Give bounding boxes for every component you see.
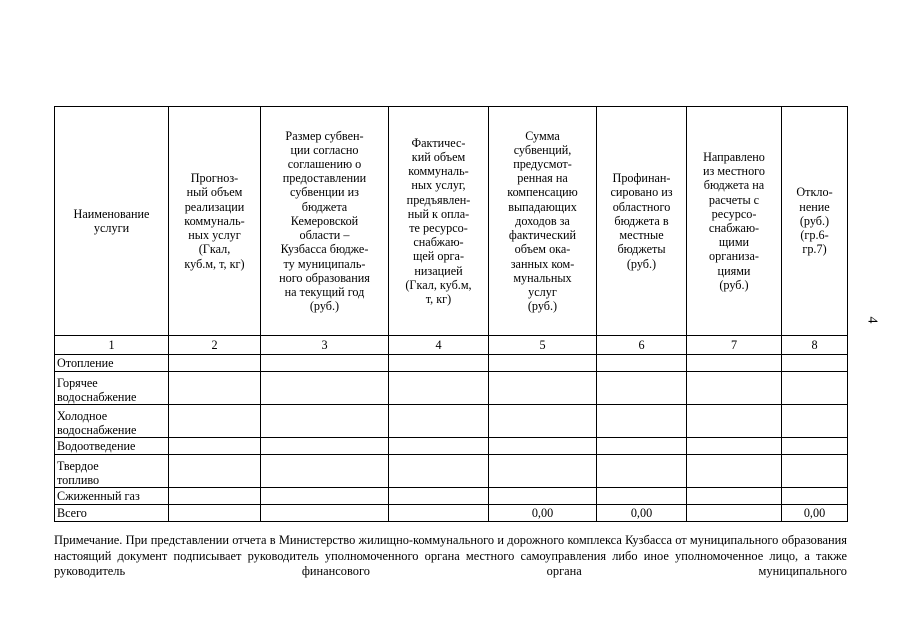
column-number-1: 1 [55, 336, 169, 355]
value-cell-c6 [597, 355, 687, 372]
table-row [55, 355, 848, 372]
column-header-1 [55, 107, 169, 336]
table-row [55, 438, 848, 455]
value-cell-c3 [261, 438, 389, 455]
service-name: Водоотведение [57, 438, 136, 453]
value-cell-c7 [687, 455, 782, 488]
column-header-text: Профинан- сировано из областного бюджета в местные бюджеты (руб.) [610, 171, 673, 271]
service-name: Твердое топливо [57, 458, 100, 487]
table-row [55, 405, 848, 438]
report-table [54, 106, 848, 522]
table-row [55, 505, 848, 522]
value-cell-c3 [261, 372, 389, 405]
value-cell-c2 [169, 372, 261, 405]
header-row [55, 107, 848, 336]
column-number-6: 6 [597, 336, 687, 355]
service-name: Сжиженный газ [57, 488, 140, 503]
value-cell-c5 [489, 355, 597, 372]
column-header-text: Наименование услуги [73, 206, 150, 235]
value-cell-c3 [261, 355, 389, 372]
value-cell-c5: 0,00 [489, 505, 597, 522]
value-cell-c7 [687, 355, 782, 372]
service-name-cell [55, 355, 169, 372]
value-cell-c2 [169, 505, 261, 522]
value-cell-c8 [782, 405, 848, 438]
value-cell-c5 [489, 488, 597, 505]
value-cell-c6 [597, 405, 687, 438]
value-cell-c4 [389, 488, 489, 505]
column-number-2: 2 [169, 336, 261, 355]
value-cell-c8 [782, 488, 848, 505]
value-cell-c6 [597, 438, 687, 455]
value-cell-c4 [389, 355, 489, 372]
value-cell-c5 [489, 405, 597, 438]
table-row [55, 372, 848, 405]
column-number-3: 3 [261, 336, 389, 355]
value-cell-c7 [687, 372, 782, 405]
column-header-text: Прогноз- ный объем реализации коммуналь- ных услуг (Гкал, куб.м, т, кг) [184, 171, 245, 271]
column-header-text: Откло- нение (руб.) (гр.6- гр.7) [796, 185, 833, 257]
value-cell-c6 [597, 455, 687, 488]
value-cell-c3 [261, 488, 389, 505]
service-name: Отопление [57, 355, 114, 370]
value-cell-c6 [597, 372, 687, 405]
column-header-text: Размер субвен- ции согласно соглашению о предоставлении субвенции из бюджета Кемеровской области – Кузбасса бюдже- ту муниципаль- ного образования на текущий год (руб.) [279, 128, 370, 314]
service-name-cell [55, 505, 169, 522]
value-cell-c5 [489, 455, 597, 488]
column-number-row [55, 336, 848, 355]
value-cell-c7 [687, 488, 782, 505]
value-cell-c5 [489, 372, 597, 405]
service-name-cell [55, 488, 169, 505]
value-cell-c2 [169, 355, 261, 372]
value-cell-c8 [782, 372, 848, 405]
column-number-7: 7 [687, 336, 782, 355]
service-name: Холодное водоснабжение [57, 408, 137, 437]
column-number-8: 8 [782, 336, 848, 355]
value-cell-c7 [687, 405, 782, 438]
service-name-cell [55, 455, 169, 488]
value-cell-c2 [169, 488, 261, 505]
service-name: Всего [57, 505, 87, 520]
value-cell-c2 [169, 455, 261, 488]
column-header-8 [782, 107, 848, 336]
value-cell-c3 [261, 455, 389, 488]
page-number: 4 [864, 316, 880, 324]
column-header-3 [261, 107, 389, 336]
value-cell-c8 [782, 438, 848, 455]
value-cell-c8 [782, 455, 848, 488]
service-name-cell [55, 405, 169, 438]
value-cell-c6: 0,00 [597, 505, 687, 522]
value-cell-c5 [489, 438, 597, 455]
value-cell-c3 [261, 505, 389, 522]
service-name-cell [55, 438, 169, 455]
table-row [55, 455, 848, 488]
service-name-cell [55, 372, 169, 405]
value-cell-c4 [389, 372, 489, 405]
column-header-4 [389, 107, 489, 336]
service-name: Горячее водоснабжение [57, 375, 137, 404]
column-header-5 [489, 107, 597, 336]
column-header-text: Фактичес- кий объем коммуналь- ных услуг, предъявлен- ный к опла- те ресурсо- снабжаю- щей орга- низацией (Гкал, куб.м, т, кг) [405, 135, 472, 307]
value-cell-c2 [169, 438, 261, 455]
value-cell-c3 [261, 405, 389, 438]
value-cell-c4 [389, 405, 489, 438]
value-cell-c4 [389, 438, 489, 455]
column-header-6 [597, 107, 687, 336]
value-cell-c8: 0,00 [782, 505, 848, 522]
value-cell-c7 [687, 505, 782, 522]
column-header-7 [687, 107, 782, 336]
column-header-text: Направлено из местного бюджета на расчеты с ресурсо- снабжаю- щими организа- циями (руб.) [703, 149, 765, 292]
footnote: Примечание. При представлении отчета в Министерство жилищно-коммунального и дорожного комплекса Кузбасса от муниципального образования настоящий документ подписывает руководитель уполномоченного органа местного самоуправления либо иное уполномоченное лицо, а также руководитель финансового органа муниципального [54, 533, 847, 578]
value-cell-c7 [687, 438, 782, 455]
value-cell-c6 [597, 488, 687, 505]
table-row [55, 488, 848, 505]
column-header-2 [169, 107, 261, 336]
column-number-4: 4 [389, 336, 489, 355]
value-cell-c4 [389, 505, 489, 522]
column-header-text: Сумма субвенций, предусмот- ренная на компенсацию выпадающих доходов за фактический объем ока- занных ком- мунальных услуг (руб.) [507, 128, 578, 314]
value-cell-c4 [389, 455, 489, 488]
value-cell-c2 [169, 405, 261, 438]
value-cell-c8 [782, 355, 848, 372]
column-number-5: 5 [489, 336, 597, 355]
